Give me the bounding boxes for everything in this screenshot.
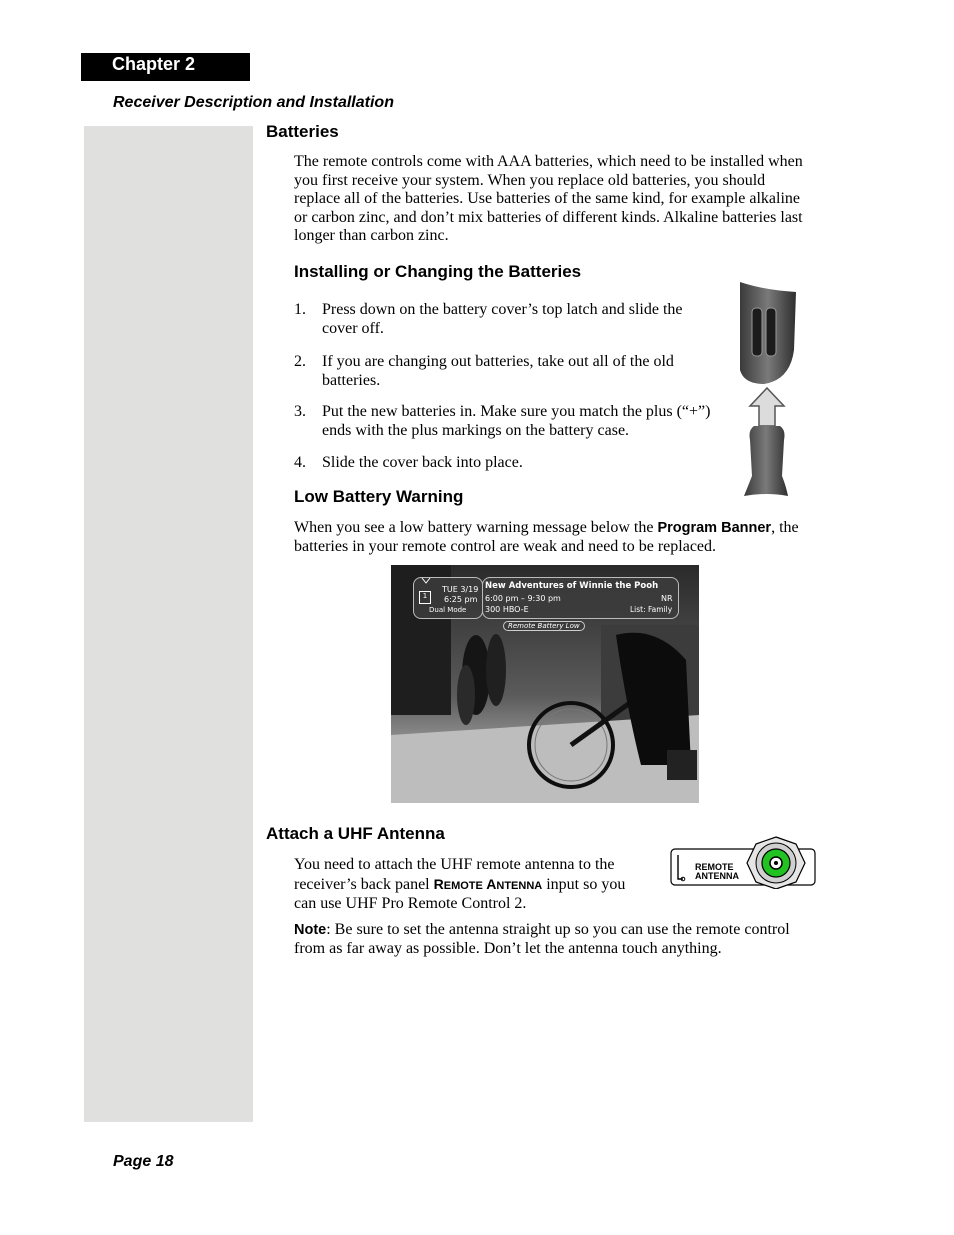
remote-antenna-term	[434, 876, 543, 892]
term-smallcaps: NTENNA	[496, 879, 543, 892]
step-number: 1.	[294, 301, 306, 318]
banner-program-time: 6:00 pm – 9:30 pm	[485, 594, 561, 603]
step-item	[294, 402, 714, 440]
step-number: 4.	[294, 454, 306, 471]
section-title: Receiver Description and Installation	[113, 94, 394, 111]
step-number: 2.	[294, 353, 306, 370]
step-text: Slide the cover back into place.	[322, 454, 523, 471]
program-banner-term: Program Banner	[657, 520, 772, 536]
up-arrow-icon	[750, 388, 784, 426]
note-label: Note	[294, 922, 327, 938]
low-battery-text-after: , the batteries in your remote control are weak and need to be replaced.	[294, 519, 799, 555]
step-text: Press down on the battery cover’s top latch and slide the cover off.	[322, 301, 683, 337]
banner-program-title: New Adventures of Winnie the Pooh	[485, 581, 659, 591]
installing-steps	[294, 300, 714, 472]
battery-slot	[766, 308, 776, 356]
note-text: : Be sure to set the antenna straight up so you can use the remote control from as far away as possible. Don’t let the antenna touch anything.	[294, 921, 790, 957]
connector-label-line1: REMOTE	[695, 862, 734, 872]
connector-label-line2: ANTENNA	[695, 871, 739, 881]
chapter-label: Chapter 2	[112, 54, 196, 74]
remote-battery-illustration	[734, 280, 800, 500]
antenna-note	[294, 921, 824, 958]
battery-slot	[752, 308, 762, 356]
step-item	[294, 352, 714, 390]
low-battery-paragraph	[294, 519, 824, 556]
page-number: Page 18	[113, 1153, 174, 1170]
banner-time: 6:25 pm	[444, 595, 478, 604]
battery-cover-shape	[744, 426, 788, 496]
remote-battery-low-warning: Remote Battery Low	[503, 621, 585, 631]
step-item	[294, 453, 714, 472]
antenna-paragraph	[294, 856, 644, 914]
installing-heading: Installing or Changing the Batteries	[294, 262, 582, 281]
term-letter: R	[433, 875, 444, 892]
banner-list: List: Family	[630, 605, 673, 614]
sidebar-margin	[84, 126, 253, 1122]
banner-date: TUE 3/19	[442, 585, 479, 594]
tv-screen-photo	[391, 565, 699, 803]
term-letter: A	[486, 875, 497, 892]
batteries-paragraph: The remote controls come with AAA batteries, which need to be installed when you first receive your system. When you replace old batteries, you should replace all of the batteries. Use batteries of the same kind, for example alkaline or carbon zinc, and don’t mix batteries of different kinds. Alkaline batteries last longer than carbon zinc.	[294, 153, 803, 245]
step-number: 3.	[294, 403, 306, 420]
chapter-tab	[81, 53, 250, 81]
term-smallcaps: EMOTE	[443, 879, 483, 892]
connector-panel-outline	[670, 835, 816, 889]
batteries-heading: Batteries	[266, 122, 339, 141]
antenna-text-before: You need to attach the UHF remote antenna to the receiver’s back panel	[294, 856, 615, 893]
low-battery-heading: Low Battery Warning	[294, 487, 464, 506]
antenna-heading: Attach a UHF Antenna	[266, 824, 445, 843]
tuner-badge: 1	[419, 591, 431, 604]
tv-antenna-icon	[419, 577, 433, 589]
banner-mode: Dual Mode	[429, 606, 467, 614]
low-battery-text-before: When you see a low battery warning message below the	[294, 519, 658, 536]
connector-label	[695, 863, 739, 881]
banner-rating: NR	[661, 594, 673, 603]
step-item	[294, 300, 714, 338]
step-text: Put the new batteries in. Make sure you match the plus (“+”) ends with the plus markings on the battery case.	[322, 403, 711, 439]
step-text: If you are changing out batteries, take out all of the old batteries.	[322, 353, 674, 389]
banner-channel: 300 HBO-E	[485, 605, 529, 614]
antenna-text-after: input so you can use UHF Pro Remote Control 2.	[294, 875, 626, 913]
remote-antenna-connector-figure	[670, 835, 816, 889]
